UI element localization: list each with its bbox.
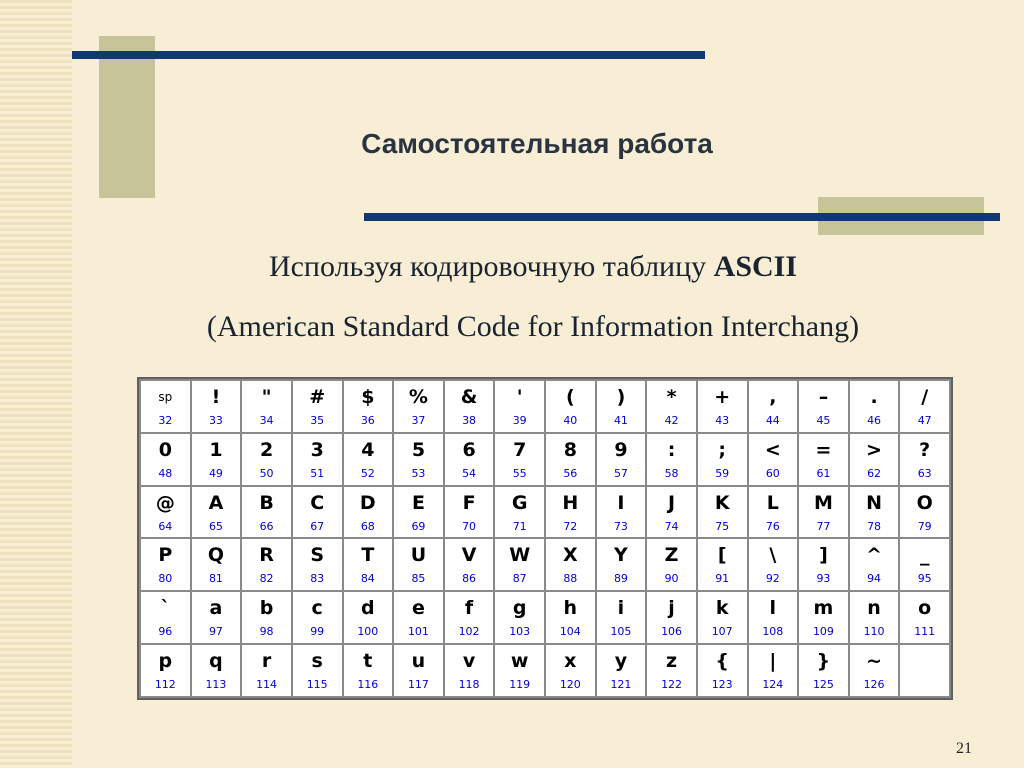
ascii-cell	[900, 381, 949, 432]
ascii-char: `	[160, 597, 171, 620]
ascii-char: >	[866, 438, 883, 461]
ascii-code: 107	[711, 625, 733, 639]
ascii-code: 39	[512, 413, 527, 427]
ascii-char: sp	[158, 389, 173, 404]
navy-bar-middle	[364, 213, 1000, 221]
ascii-char: #	[309, 385, 326, 408]
ascii-cell	[445, 539, 494, 590]
ascii-cell	[495, 487, 544, 538]
subtitle-line-1	[0, 250, 1024, 284]
ascii-char: t	[363, 650, 373, 673]
ascii-char: 9	[614, 438, 628, 461]
ascii-char: A	[208, 491, 224, 514]
subtitle-prefix: Используя кодировочную таблицу	[268, 250, 714, 283]
ascii-cell	[192, 487, 241, 538]
ascii-char: 3	[310, 438, 324, 461]
ascii-cell	[344, 645, 393, 696]
ascii-code: 40	[563, 413, 578, 427]
ascii-code: 53	[411, 466, 426, 480]
ascii-code: 48	[158, 466, 173, 480]
ascii-code: 46	[867, 413, 882, 427]
ascii-code: 100	[357, 625, 379, 639]
ascii-code: 64	[158, 519, 173, 533]
ascii-cell	[495, 645, 544, 696]
ascii-code: 122	[661, 678, 683, 692]
ascii-char: C	[310, 491, 325, 514]
ascii-code: 103	[509, 625, 531, 639]
ascii-code: 68	[360, 519, 375, 533]
ascii-code: 72	[563, 519, 578, 533]
ascii-char: W	[509, 544, 531, 567]
ascii-code: 87	[512, 572, 527, 586]
ascii-char: 0	[158, 438, 172, 461]
ascii-cell	[647, 487, 696, 538]
ascii-char: L	[766, 491, 779, 514]
ascii-cell	[850, 592, 899, 643]
ascii-cell	[546, 434, 595, 485]
ascii-char: P	[158, 544, 173, 567]
ascii-code: 101	[407, 625, 429, 639]
ascii-code: 56	[563, 466, 578, 480]
ascii-code: 110	[863, 625, 885, 639]
ascii-code: 126	[863, 678, 885, 692]
ascii-char: .	[870, 385, 878, 408]
ascii-char: S	[310, 544, 325, 567]
ascii-char: s	[311, 650, 323, 673]
ascii-cell	[495, 381, 544, 432]
ascii-cell	[344, 592, 393, 643]
ascii-char: [	[717, 544, 727, 567]
ascii-char: O	[916, 491, 933, 514]
ascii-char: M	[813, 491, 833, 514]
ascii-cell	[141, 434, 190, 485]
ascii-code: 57	[613, 466, 628, 480]
ascii-code: 120	[559, 678, 581, 692]
ascii-code: 118	[458, 678, 480, 692]
ascii-cell	[192, 592, 241, 643]
ascii-char: Q	[207, 544, 225, 567]
ascii-cell	[647, 434, 696, 485]
ascii-code: 75	[715, 519, 730, 533]
ascii-code: 65	[208, 519, 223, 533]
ascii-char: –	[818, 385, 829, 408]
ascii-char: 7	[513, 438, 527, 461]
ascii-cell	[749, 592, 798, 643]
ascii-char: $	[361, 385, 375, 408]
ascii-char: =	[815, 438, 832, 461]
ascii-char: r	[261, 650, 272, 673]
ascii-char: 1	[209, 438, 223, 461]
ascii-cell	[698, 539, 747, 590]
ascii-cell	[192, 645, 241, 696]
ascii-cell	[293, 592, 342, 643]
ascii-code: 105	[610, 625, 632, 639]
ascii-char: G	[511, 491, 528, 514]
ascii-code: 91	[715, 572, 730, 586]
ascii-code: 47	[917, 413, 932, 427]
ascii-cell	[799, 487, 848, 538]
ascii-char: !	[211, 385, 221, 408]
subtitle-ascii: ASCII	[713, 250, 798, 283]
ascii-cell	[597, 381, 646, 432]
ascii-char: u	[411, 650, 426, 673]
olive-block-left	[99, 36, 155, 198]
ascii-char: i	[617, 597, 625, 620]
ascii-cell	[495, 539, 544, 590]
ascii-char: 6	[462, 438, 476, 461]
ascii-char: U	[410, 544, 427, 567]
ascii-cell	[799, 539, 848, 590]
ascii-cell	[799, 592, 848, 643]
ascii-code: 109	[812, 625, 834, 639]
ascii-cell	[242, 592, 291, 643]
ascii-code: 115	[306, 678, 328, 692]
ascii-char: 2	[259, 438, 274, 461]
ascii-cell	[749, 487, 798, 538]
ascii-code: 38	[462, 413, 477, 427]
ascii-cell	[293, 539, 342, 590]
ascii-char: b	[259, 597, 274, 620]
ascii-code: 84	[360, 572, 375, 586]
ascii-cell	[597, 487, 646, 538]
ascii-code: 80	[158, 572, 173, 586]
ascii-cell	[445, 592, 494, 643]
ascii-code: 37	[411, 413, 426, 427]
ascii-cell	[597, 539, 646, 590]
ascii-char: m	[813, 597, 834, 620]
ascii-cell	[445, 381, 494, 432]
ascii-char: ]	[819, 544, 828, 567]
ascii-cell	[900, 539, 949, 590]
ascii-code: 62	[867, 466, 882, 480]
ascii-code: 74	[664, 519, 679, 533]
ascii-code: 71	[512, 519, 527, 533]
ascii-char: K	[714, 491, 730, 514]
ascii-cell	[394, 381, 443, 432]
ascii-code: 67	[310, 519, 325, 533]
ascii-code: 124	[762, 678, 784, 692]
ascii-code: 70	[462, 519, 477, 533]
ascii-cell	[749, 645, 798, 696]
ascii-code: 42	[664, 413, 679, 427]
ascii-cell	[850, 381, 899, 432]
ascii-cell	[242, 645, 291, 696]
ascii-code: 121	[610, 678, 632, 692]
ascii-code: 49	[208, 466, 223, 480]
ascii-char: B	[259, 491, 274, 514]
ascii-code: 69	[411, 519, 426, 533]
ascii-char: w	[510, 650, 529, 673]
ascii-code: 104	[559, 625, 581, 639]
ascii-cell	[242, 434, 291, 485]
ascii-code: 60	[765, 466, 780, 480]
ascii-code: 33	[208, 413, 223, 427]
ascii-cell	[344, 539, 393, 590]
ascii-code: 79	[917, 519, 932, 533]
ascii-code: 85	[411, 572, 426, 586]
ascii-cell	[242, 487, 291, 538]
ascii-char: h	[563, 597, 578, 620]
ascii-cell	[850, 434, 899, 485]
ascii-char: q	[209, 650, 223, 673]
ascii-code: 45	[816, 413, 831, 427]
ascii-code: 76	[765, 519, 780, 533]
ascii-cell	[192, 434, 241, 485]
ascii-cell	[141, 645, 190, 696]
ascii-code: 77	[816, 519, 831, 533]
ascii-char: (	[565, 385, 575, 408]
ascii-code: 117	[407, 678, 429, 692]
ascii-code: 55	[512, 466, 527, 480]
ascii-char: Z	[664, 544, 679, 567]
ascii-cell	[293, 381, 342, 432]
ascii-cell	[546, 539, 595, 590]
ascii-code: 81	[208, 572, 223, 586]
left-stripe-decoration	[0, 0, 72, 768]
ascii-cell	[900, 434, 949, 485]
ascii-char: k	[715, 597, 729, 620]
ascii-cell	[900, 645, 949, 696]
ascii-char: J	[668, 491, 676, 514]
ascii-code: 34	[259, 413, 274, 427]
ascii-code: 125	[812, 678, 834, 692]
ascii-code: 41	[613, 413, 628, 427]
ascii-cell	[546, 645, 595, 696]
ascii-char: 8	[563, 438, 577, 461]
ascii-cell	[242, 539, 291, 590]
ascii-cell	[546, 592, 595, 643]
ascii-cell	[394, 592, 443, 643]
ascii-code: 36	[360, 413, 375, 427]
ascii-code: 89	[613, 572, 628, 586]
ascii-cell	[141, 487, 190, 538]
ascii-cell	[445, 434, 494, 485]
ascii-table	[137, 377, 953, 700]
page-number: 21	[956, 740, 972, 757]
ascii-code: 51	[310, 466, 325, 480]
ascii-cell	[850, 645, 899, 696]
ascii-cell	[192, 381, 241, 432]
ascii-cell	[749, 539, 798, 590]
ascii-cell	[293, 434, 342, 485]
ascii-char: @	[155, 491, 175, 514]
ascii-cell	[647, 539, 696, 590]
ascii-char: ^	[866, 544, 883, 567]
ascii-char: a	[209, 597, 223, 620]
ascii-char: p	[158, 650, 173, 673]
ascii-cell	[394, 434, 443, 485]
navy-bar-top	[72, 51, 705, 59]
ascii-cell	[799, 381, 848, 432]
ascii-code: 78	[867, 519, 882, 533]
ascii-cell	[698, 487, 747, 538]
ascii-char: %	[408, 385, 428, 408]
ascii-char: F	[462, 491, 476, 514]
ascii-char: )	[616, 385, 626, 408]
ascii-code: 59	[715, 466, 730, 480]
ascii-cell	[141, 381, 190, 432]
ascii-code: 114	[256, 678, 278, 692]
ascii-cell	[850, 539, 899, 590]
ascii-code: 54	[462, 466, 477, 480]
ascii-code: 58	[664, 466, 679, 480]
ascii-char: ~	[866, 650, 883, 673]
ascii-cell	[344, 381, 393, 432]
subtitle-line-2: (American Standard Code for Information Interchang)	[206, 310, 860, 343]
ascii-code: 99	[310, 625, 325, 639]
ascii-cell	[597, 434, 646, 485]
ascii-char: I	[617, 491, 625, 514]
ascii-char: j	[668, 597, 675, 620]
ascii-code: 32	[158, 413, 173, 427]
ascii-code: 98	[259, 625, 274, 639]
ascii-cell	[546, 487, 595, 538]
ascii-code: 73	[613, 519, 628, 533]
ascii-char: o	[918, 597, 932, 620]
ascii-char: R	[259, 544, 274, 567]
ascii-code: 102	[458, 625, 480, 639]
ascii-char: Y	[614, 544, 628, 567]
ascii-cell	[293, 645, 342, 696]
ascii-char: d	[361, 597, 375, 620]
ascii-code: 94	[867, 572, 882, 586]
ascii-cell	[192, 539, 241, 590]
ascii-char: X	[562, 544, 578, 567]
ascii-code: 113	[205, 678, 227, 692]
ascii-char: l	[769, 597, 777, 620]
ascii-code: 108	[762, 625, 784, 639]
ascii-code: 119	[509, 678, 531, 692]
ascii-code: 97	[208, 625, 223, 639]
ascii-cell	[647, 645, 696, 696]
ascii-cell	[394, 645, 443, 696]
ascii-char: y	[614, 650, 628, 673]
ascii-cell	[445, 487, 494, 538]
ascii-cell	[698, 381, 747, 432]
ascii-cell	[749, 434, 798, 485]
ascii-code: 35	[310, 413, 325, 427]
ascii-code: 96	[158, 625, 173, 639]
ascii-cell	[445, 645, 494, 696]
ascii-code: 66	[259, 519, 274, 533]
ascii-code: 111	[914, 625, 936, 639]
slide-title: Самостоятельная работа	[361, 128, 713, 159]
ascii-cell	[546, 381, 595, 432]
ascii-cell	[698, 434, 747, 485]
ascii-code: 88	[563, 572, 578, 586]
ascii-cell	[799, 645, 848, 696]
ascii-char: &	[460, 385, 478, 408]
ascii-cell	[495, 592, 544, 643]
ascii-char: <	[764, 438, 781, 461]
ascii-char: E	[411, 491, 425, 514]
ascii-char: ,	[769, 385, 777, 408]
ascii-code: 43	[715, 413, 730, 427]
ascii-char: ;	[718, 438, 726, 461]
ascii-code: 63	[917, 466, 932, 480]
ascii-char: N	[866, 491, 883, 514]
ascii-char: \	[769, 544, 777, 567]
ascii-char: +	[714, 385, 731, 408]
ascii-cell	[242, 381, 291, 432]
ascii-char: _	[919, 544, 930, 567]
ascii-code: 90	[664, 572, 679, 586]
ascii-char: {	[715, 650, 729, 673]
ascii-char: V	[461, 544, 477, 567]
ascii-cell	[597, 592, 646, 643]
ascii-char: /	[921, 385, 929, 408]
ascii-cell	[698, 592, 747, 643]
ascii-cell	[344, 434, 393, 485]
ascii-cell	[749, 381, 798, 432]
ascii-cell	[597, 645, 646, 696]
ascii-cell	[293, 487, 342, 538]
ascii-char: |	[769, 650, 777, 673]
ascii-code: 52	[360, 466, 375, 480]
ascii-char: '	[516, 385, 523, 408]
ascii-char: ?	[919, 438, 931, 461]
ascii-cell	[141, 592, 190, 643]
ascii-char: x	[564, 650, 577, 673]
ascii-code: 86	[462, 572, 477, 586]
ascii-char: "	[261, 385, 272, 408]
ascii-char: f	[464, 597, 474, 620]
ascii-char: H	[562, 491, 579, 514]
ascii-char: v	[462, 650, 476, 673]
ascii-cell	[647, 592, 696, 643]
ascii-code: 50	[259, 466, 274, 480]
ascii-code: 95	[917, 572, 932, 586]
ascii-code: 61	[816, 466, 831, 480]
ascii-cell	[394, 539, 443, 590]
ascii-cell	[344, 487, 393, 538]
ascii-code: 83	[310, 572, 325, 586]
ascii-char: *	[666, 385, 677, 408]
ascii-char: D	[359, 491, 376, 514]
ascii-char: T	[361, 544, 375, 567]
ascii-char: z	[666, 650, 678, 673]
ascii-cell	[900, 592, 949, 643]
ascii-cell	[141, 539, 190, 590]
ascii-char: 5	[411, 438, 426, 461]
ascii-char: :	[667, 438, 676, 461]
ascii-char: g	[512, 597, 527, 620]
ascii-code: 44	[765, 413, 780, 427]
ascii-cell	[799, 434, 848, 485]
ascii-char: 4	[361, 438, 375, 461]
ascii-code: 92	[765, 572, 780, 586]
ascii-cell	[698, 645, 747, 696]
ascii-char: }	[816, 650, 831, 673]
ascii-cell	[647, 381, 696, 432]
ascii-code: 93	[816, 572, 831, 586]
ascii-char: e	[411, 597, 425, 620]
ascii-code: 82	[259, 572, 274, 586]
ascii-cell	[394, 487, 443, 538]
ascii-code: 123	[711, 678, 733, 692]
ascii-code: 112	[154, 678, 176, 692]
ascii-cell	[900, 487, 949, 538]
ascii-char: n	[867, 597, 881, 620]
ascii-code: 116	[357, 678, 379, 692]
ascii-cell	[495, 434, 544, 485]
ascii-char: c	[311, 597, 323, 620]
ascii-code: 106	[661, 625, 683, 639]
ascii-cell	[850, 487, 899, 538]
